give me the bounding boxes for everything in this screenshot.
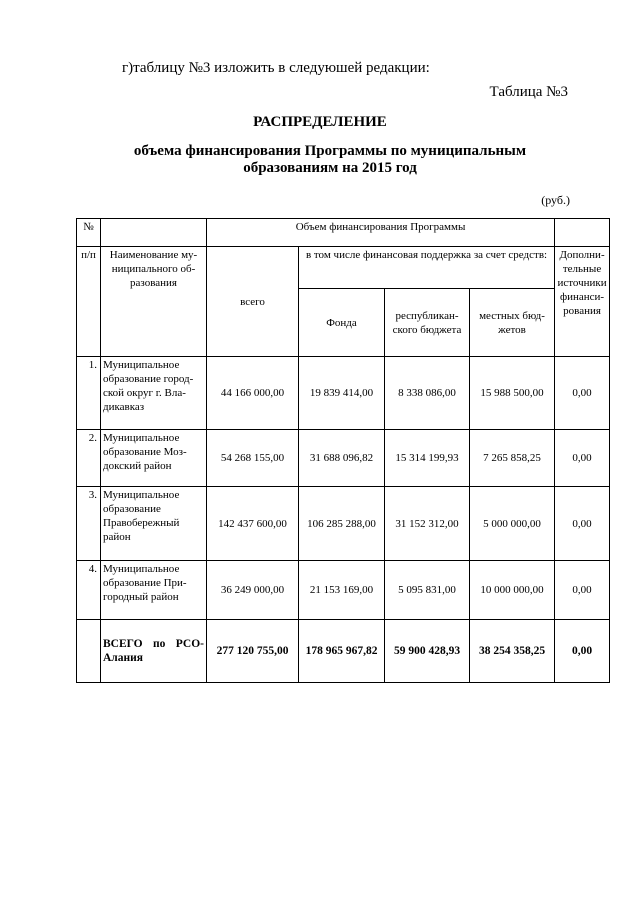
total-fund: 178 965 967,82 <box>299 620 385 683</box>
header-local: местных бюд-жетов <box>470 289 555 357</box>
row-fund: 19 839 414,00 <box>299 357 385 430</box>
intro-text: г)таблицу №3 изложить в следуюшей редакции: <box>122 60 430 76</box>
table-number: Таблица №3 <box>489 84 568 100</box>
row-total: 54 268 155,00 <box>207 430 299 487</box>
unit-label: (руб.) <box>541 193 570 207</box>
header-no-top: № <box>77 219 101 247</box>
row-extra: 0,00 <box>555 430 610 487</box>
header-extra: Дополни-тельные источники финанси-рования <box>555 247 610 357</box>
row-local: 5 000 000,00 <box>470 487 555 561</box>
row-fund: 31 688 096,82 <box>299 430 385 487</box>
total-row <box>77 620 610 683</box>
header-including: в том числе финансовая поддержка за счет средств: <box>299 247 555 289</box>
row-name: Муниципальное образование город-ской округ г. Вла-дикавказ <box>101 357 207 430</box>
table-row <box>77 561 610 620</box>
table-row <box>77 430 610 487</box>
table-row <box>77 357 610 430</box>
row-fund: 21 153 169,00 <box>299 561 385 620</box>
row-local: 10 000 000,00 <box>470 561 555 620</box>
row-local: 7 265 858,25 <box>470 430 555 487</box>
row-total: 36 249 000,00 <box>207 561 299 620</box>
row-fund: 106 285 288,00 <box>299 487 385 561</box>
row-name: Муниципальное образование При-городный район <box>101 561 207 620</box>
header-volume: Объем финансирования Программы <box>207 219 555 247</box>
header-fund: Фонда <box>299 289 385 357</box>
page-subtitle: объема финансирования Программы по муниципальным образованиям на 2015 год <box>133 143 527 176</box>
total-republic: 59 900 428,93 <box>385 620 470 683</box>
row-total: 142 437 600,00 <box>207 487 299 561</box>
header-total: всего <box>207 247 299 357</box>
table-row <box>77 487 610 561</box>
row-extra: 0,00 <box>555 561 610 620</box>
header-name: Наименование му-ниципального об-разования <box>101 247 207 357</box>
row-republic: 5 095 831,00 <box>385 561 470 620</box>
row-extra: 0,00 <box>555 487 610 561</box>
row-number: 4. <box>77 561 101 620</box>
header-no-bottom: п/п <box>77 247 101 357</box>
row-republic: 15 314 199,93 <box>385 430 470 487</box>
financing-table <box>76 218 610 683</box>
header-republic: республикан-ского бюджета <box>385 289 470 357</box>
row-name: Муниципальное образование Правобережный район <box>101 487 207 561</box>
row-local: 15 988 500,00 <box>470 357 555 430</box>
row-number: 2. <box>77 430 101 487</box>
row-number: 1. <box>77 357 101 430</box>
row-number: 3. <box>77 487 101 561</box>
total-local: 38 254 358,25 <box>470 620 555 683</box>
total-total: 277 120 755,00 <box>207 620 299 683</box>
row-republic: 8 338 086,00 <box>385 357 470 430</box>
page-title: РАСПРЕДЕЛЕНИЕ <box>253 114 387 130</box>
row-extra: 0,00 <box>555 357 610 430</box>
total-name: ВСЕГО по РСО-Алания <box>101 620 207 683</box>
total-extra: 0,00 <box>555 620 610 683</box>
row-republic: 31 152 312,00 <box>385 487 470 561</box>
row-total: 44 166 000,00 <box>207 357 299 430</box>
row-name: Муниципальное образование Моз-докский район <box>101 430 207 487</box>
